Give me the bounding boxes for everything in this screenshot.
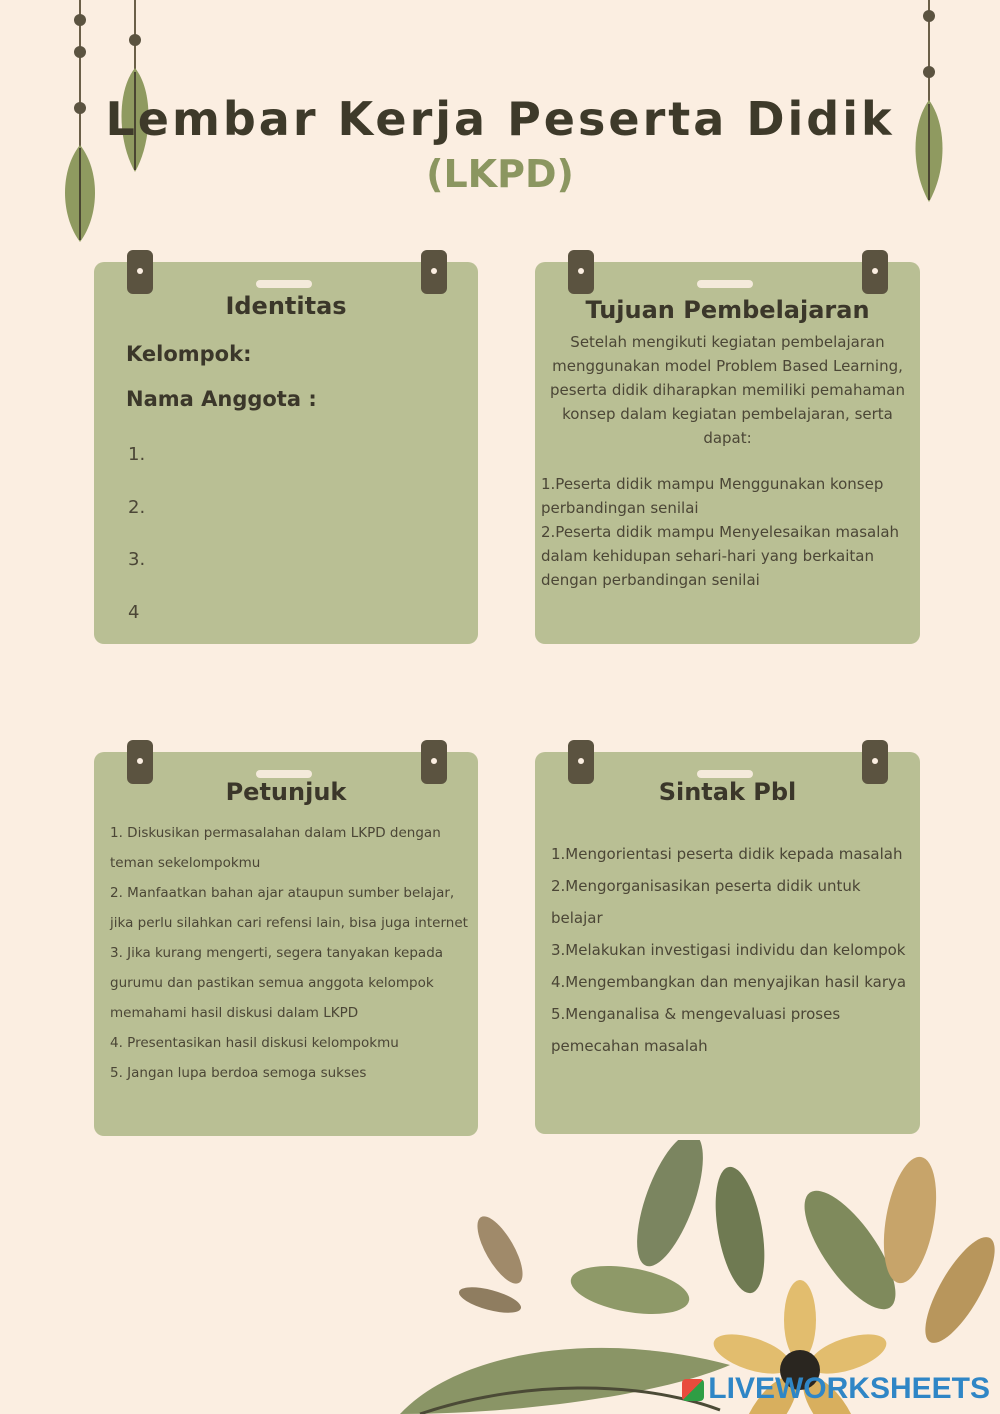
- sintak-card: [535, 752, 920, 1134]
- tujuan-item: 2.Peserta didik mampu Menyelesaikan masalah dalam kehidupan sehari-hari yang berkaitan dengan perbandingan senilai: [541, 523, 900, 589]
- anggota-label: Nama Anggota :: [126, 387, 317, 411]
- sintak-item: 2.Mengorganisasikan peserta didik untuk belajar: [551, 877, 861, 927]
- page-title: Lembar Kerja Peserta Didik: [105, 92, 895, 146]
- card-slot: [697, 280, 753, 288]
- binder-clip-icon: [568, 250, 594, 294]
- petunjuk-item: 4. Presentasikan hasil diskusi kelompokmu: [110, 1035, 399, 1051]
- sintak-item: 4.Mengembangkan dan menyajikan hasil karya: [551, 973, 907, 991]
- kelompok-label: Kelompok:: [126, 342, 252, 366]
- sintak-item: 5.Menganalisa & mengevaluasi proses pemecahan masalah: [551, 1005, 841, 1055]
- card-slot: [697, 770, 753, 778]
- tujuan-item: 1.Peserta didik mampu Menggunakan konsep perbandingan senilai: [541, 475, 884, 517]
- tujuan-card: [535, 262, 920, 644]
- anggota-row: 1.: [128, 444, 146, 465]
- page-subtitle: (LKPD): [426, 152, 574, 196]
- anggota-row: 2.: [128, 497, 146, 518]
- identitas-card: [94, 262, 478, 644]
- sintak-title: Sintak Pbl: [658, 778, 797, 806]
- binder-clip-icon: [127, 250, 153, 294]
- anggota-row: 3.: [128, 549, 146, 570]
- petunjuk-item: 1. Diskusikan permasalahan dalam LKPD dengan teman sekelompokmu: [110, 825, 441, 871]
- feather-left-inner-icon: [112, 0, 158, 175]
- tujuan-intro: Setelah mengikuti kegiatan pembelajaran menggunakan model Problem Based Learning, peserta didik diharapkan memiliki pemahaman konsep dalam kegiatan pembelajaran, serta dapat:: [550, 333, 905, 447]
- sintak-item: 1.Mengorientasi peserta didik kepada masalah: [551, 845, 903, 863]
- card-slot: [256, 280, 312, 288]
- binder-clip-icon: [862, 250, 888, 294]
- petunjuk-title: Petunjuk: [225, 778, 347, 806]
- sintak-item: 3.Melakukan investigasi individu dan kelompok: [551, 941, 906, 959]
- anggota-row: 4: [128, 602, 140, 623]
- petunjuk-item: 3. Jika kurang mengerti, segera tanyakan kepada gurumu dan pastikan semua anggota kelompok memahami hasil diskusi dalam LKPD: [110, 945, 444, 1021]
- petunjuk-item: 2. Manfaatkan bahan ajar ataupun sumber belajar, jika perlu silahkan cari refensi lain, bisa juga internet: [110, 885, 468, 931]
- liveworksheets-watermark: LIVEWORKSHEETS: [682, 1372, 990, 1406]
- binder-clip-icon: [421, 250, 447, 294]
- card-slot: [256, 770, 312, 778]
- liveworksheets-logo-icon: [682, 1379, 704, 1401]
- petunjuk-card: [94, 752, 478, 1136]
- identitas-title: Identitas: [225, 292, 347, 320]
- tujuan-title: Tujuan Pembelajaran: [585, 296, 870, 324]
- petunjuk-item: 5. Jangan lupa berdoa semoga sukses: [110, 1065, 367, 1081]
